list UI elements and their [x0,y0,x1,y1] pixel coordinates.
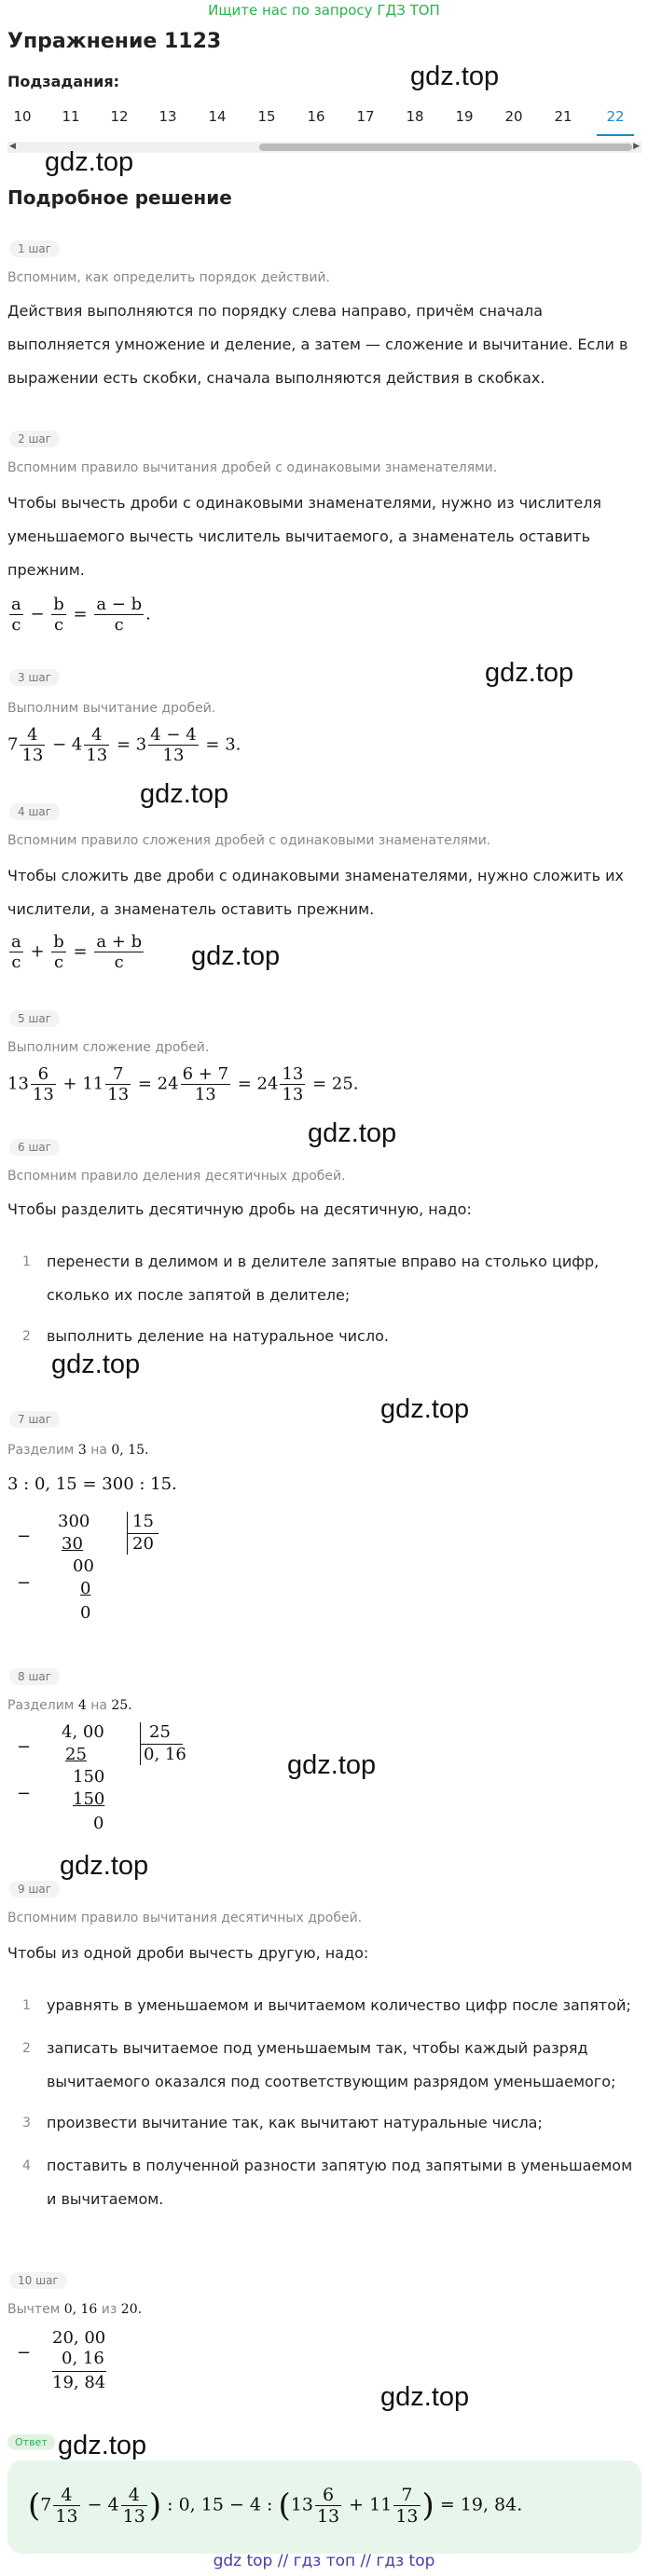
list-number: 3 [22,2116,31,2131]
watermark: gdz.top [58,2431,147,2460]
watermark: gdz.top [60,1851,149,1881]
step-text: прежним. [7,561,85,579]
scroll-right-icon[interactable]: ▶ [633,142,640,151]
step-text: Чтобы из одной дроби вычесть другую, надо: [7,1944,369,1962]
list-item: вычитаемого оказался под соответствующим разрядом уменьшаемого; [47,2073,616,2090]
formula: $\frac{a}{c}$ − $\frac{b}{c}$ = $\frac{a - b}{c}$ . [11,595,151,635]
step-badge: 7 шаг [9,1411,60,1428]
tab-17[interactable]: 17 [356,108,375,125]
step-badge: 4 шаг [9,803,60,820]
list-item: уравнять в уменьшаемом и вычитаемом количество цифр после запятой; [47,1996,631,2014]
watermark: gdz.top [287,1750,377,1780]
tab-13[interactable]: 13 [159,108,177,125]
step-badge: 9 шаг [9,1881,60,1898]
tab-22[interactable]: 22 [597,108,634,125]
scroll-left-icon[interactable]: ◀ [9,142,16,151]
formula: $\frac{a}{c}$ + $\frac{b}{c}$ = $\frac{a + b}{c}$ [11,932,143,972]
step-text: Чтобы разделить десятичную дробь на десятичную, надо: [7,1200,472,1218]
solution-heading: Подробное решение [7,186,232,209]
page-title: Упражнение 1123 [7,30,222,53]
answer-badge: Ответ [7,2434,55,2450]
step-badge: 6 шаг [9,1139,60,1156]
step-badge: 3 шаг [9,669,60,686]
subtasks-label: Подзадания: [7,73,120,90]
step-note: Вспомним правило вычитания десятичных дробей. [7,1911,363,1925]
list-item: произвести вычитание так, как вычитают натуральные числа; [47,2114,543,2131]
step-badge: 2 шаг [9,431,60,447]
answer-formula: (7 $\frac{4}{13}$ − 4 $\frac{4}{13}$ ) : 0, 15 − 4 : (13 $\frac{6}{13}$ + 11 $\frac{7}{13}$ ) = 19, 84. [28,2485,523,2527]
long-division-1: − 300 30 00 − 0 0 15 20 [0,1510,186,1631]
answer-box [7,2460,641,2554]
step-badge: 10 шаг [9,2272,67,2289]
watermark: gdz.top [45,147,134,177]
formula: 13 $\frac{6}{13}$ + 11 $\frac{7}{13}$ = 24 $\frac{6 + 7}{13}$ = 24 $\frac{13}{13}$ = 25. [7,1064,359,1104]
step-text: выражении есть скобки, сначала выполняются действия в скобках. [7,369,545,387]
step-badge: 1 шаг [9,240,60,257]
tab-14[interactable]: 14 [208,108,227,125]
watermark: gdz.top [410,62,500,91]
step-text: выполняется умножение и деление, а затем — сложение и вычитание. Если в [7,336,628,353]
subtask-tabs [0,108,648,138]
formula: 7 $\frac{4}{13}$ − 4 $\frac{4}{13}$ = 3 $\frac{4 - 4}{13}$ = 3. [7,725,241,765]
list-number: 2 [22,2041,31,2056]
tab-21[interactable]: 21 [554,108,572,125]
tab-15[interactable]: 15 [257,108,276,125]
step-note: Вычтем 0, 16 из 20. [7,2302,143,2317]
step-badge: 5 шаг [9,1010,60,1027]
tab-10[interactable]: 10 [13,108,32,125]
step-text: уменьшаемого вычесть числитель вычитаемого, а знаменатель оставить [7,528,591,545]
tab-20[interactable]: 20 [504,108,523,125]
list-item: поставить в полученной разности запятую под запятыми в уменьшаемом [47,2157,633,2174]
watermark: gdz.top [380,2382,470,2412]
list-item: сколько их после запятой в делителе; [47,1286,351,1304]
column-subtraction: − 20, 00 0, 16 19, 84 [17,2328,106,2392]
list-number: 1 [22,1254,31,1269]
step-text: Чтобы сложить две дроби с одинаковыми знаменателями, нужно сложить их [7,867,624,884]
list-item: перенести в делимом и в делителе запятые вправо на столько цифр, [47,1253,600,1270]
watermark: gdz.top [191,941,281,971]
scroll-thumb[interactable] [259,144,632,151]
formula: 3 : 0, 15 = 300 : 15. [7,1474,177,1494]
tab-11[interactable]: 11 [62,108,80,125]
step-note: Выполним сложение дробей. [7,1040,210,1055]
tab-16[interactable]: 16 [307,108,325,125]
tab-12[interactable]: 12 [110,108,129,125]
step-note: Вспомним правило деления десятичных дробей. [7,1169,346,1184]
step-note: Разделим 4 на 25. [7,1698,132,1713]
step-note: Разделим 3 на 0, 15. [7,1443,149,1458]
top-banner[interactable]: Ищите нас по запросу ГДЗ ТОП [208,2,440,19]
step-badge: 8 шаг [9,1668,60,1685]
step-text: Действия выполняются по порядку слева направо, причём сначала [7,302,544,320]
step-note: Вспомним правило вычитания дробей с одинаковыми знаменателями. [7,460,498,475]
step-note: Вспомним правило сложения дробей с одинаковыми знаменателями. [7,833,491,848]
watermark: gdz.top [380,1394,470,1424]
watermark: gdz.top [485,658,574,688]
list-number: 4 [22,2158,31,2173]
step-text: Чтобы вычесть дроби с одинаковыми знаменателями, нужно из числителя [7,494,602,512]
list-item: выполнить деление на натуральное число. [47,1327,389,1345]
list-number: 2 [22,1329,31,1344]
list-item: записать вычитаемое под уменьшаемым так, чтобы каждый разряд [47,2039,588,2057]
watermark: gdz.top [308,1118,397,1148]
tab-18[interactable]: 18 [406,108,424,125]
watermark: gdz.top [140,779,229,809]
long-division-2: − 4, 00 25 150 − 150 0 25 0, 16 [17,1722,186,1833]
list-number: 1 [22,1998,31,2013]
step-note: Выполним вычитание дробей. [7,701,216,716]
watermark: gdz.top [51,1350,141,1379]
footer-links[interactable]: gdz top // гдз топ // гдз top [213,2552,435,2570]
tab-19[interactable]: 19 [455,108,474,125]
step-note: Вспомним, как определить порядок действий. [7,270,330,285]
step-text: числители, а знаменатель оставить прежним. [7,900,375,918]
list-item: и вычитаемом. [47,2190,164,2208]
